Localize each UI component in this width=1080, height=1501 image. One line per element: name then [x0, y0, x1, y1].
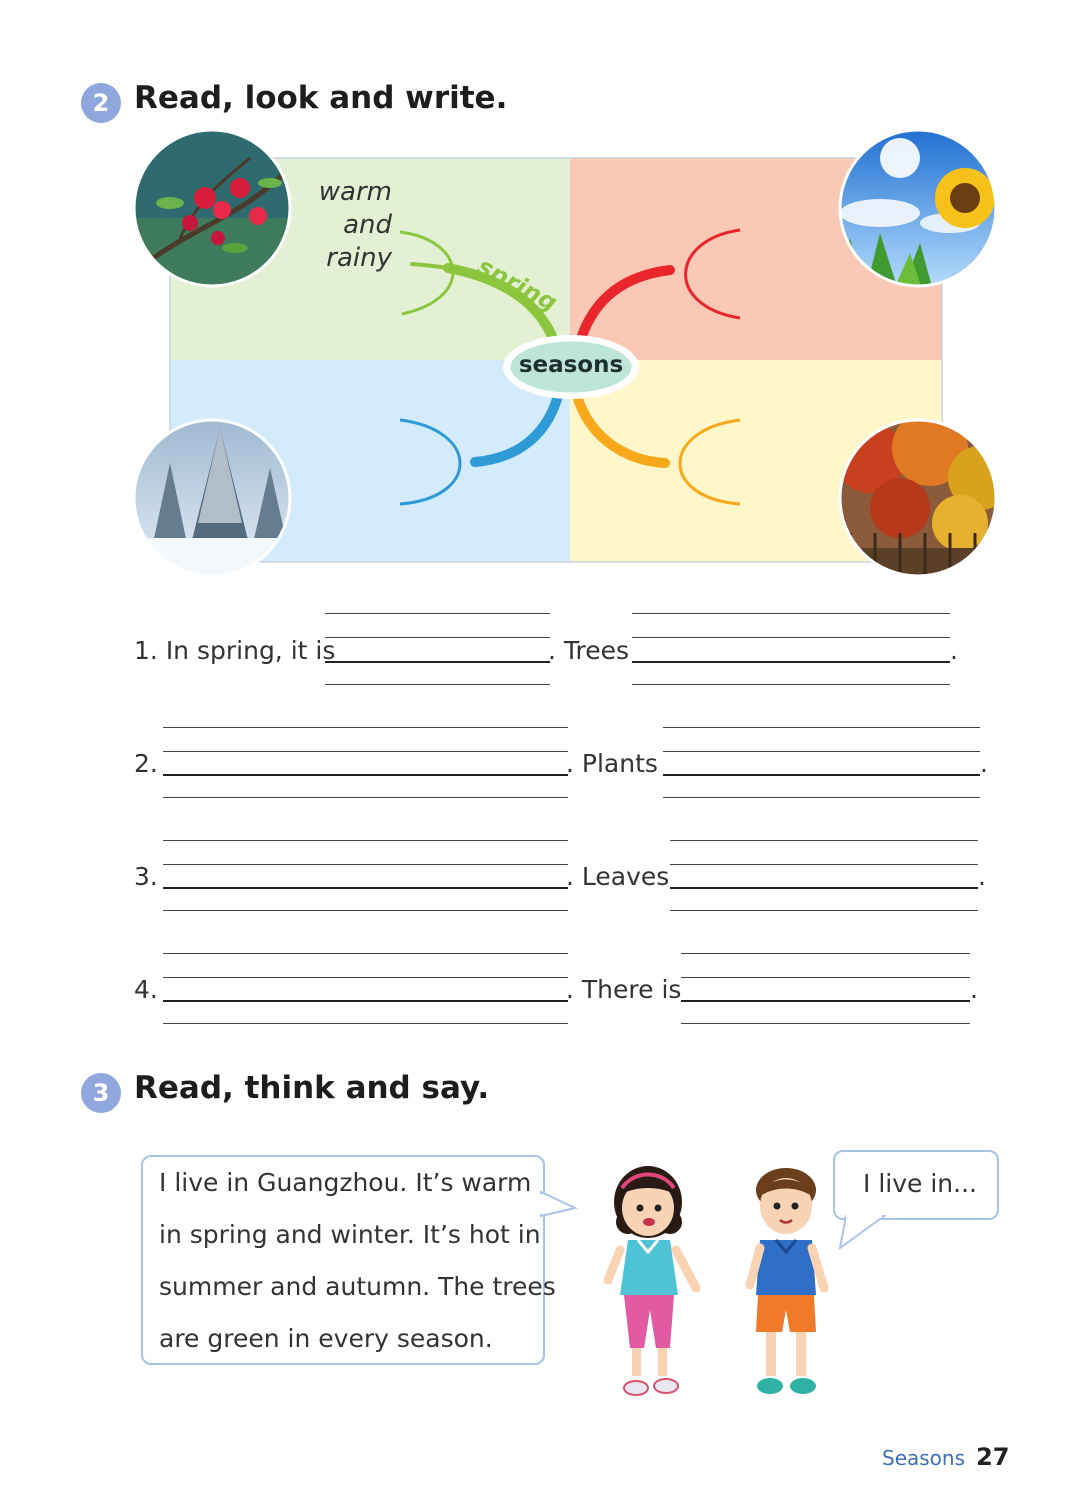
sentence-end: .	[950, 636, 958, 665]
sentence-number: 1.	[134, 636, 158, 665]
spring-branch-label: spring	[472, 252, 562, 318]
answer-blank[interactable]	[670, 887, 978, 889]
sentence-middle: . Leaves	[566, 862, 670, 891]
exercise-title: Read, think and say.	[134, 1070, 490, 1106]
exercise-number-badge: 2	[81, 83, 121, 123]
bubble-line: are green in every season.	[159, 1324, 493, 1353]
spring-note-line: rainy	[326, 243, 392, 273]
girl-bubble-tail	[539, 1190, 579, 1220]
unit-name: Seasons	[882, 1446, 966, 1470]
sentence-4-number: 4.	[134, 975, 158, 1004]
girl-figure	[608, 1166, 696, 1395]
sentence-end: .	[970, 975, 978, 1004]
page-footer	[882, 1443, 1010, 1471]
spring-note-line: warm	[318, 177, 392, 207]
answer-blank[interactable]	[632, 661, 950, 663]
bubble-line: summer and autumn. The trees	[159, 1272, 556, 1301]
sentence-middle: . Plants	[566, 749, 658, 778]
children-illustration	[600, 1160, 840, 1410]
boy-bubble-text: I live in...	[863, 1169, 977, 1198]
sentence-start: In spring, it is	[165, 636, 336, 665]
exercise-number-badge: 3	[81, 1073, 121, 1113]
boy-figure	[750, 1168, 824, 1394]
page-number: 27	[976, 1443, 1010, 1471]
sentence-end: .	[978, 862, 986, 891]
sentence-3-number: 3.	[134, 862, 158, 891]
sentence-middle: . There is	[566, 975, 682, 1004]
answer-blank[interactable]	[163, 1000, 568, 1002]
boy-bubble-tail	[836, 1214, 886, 1250]
spring-note-line: and	[343, 210, 392, 240]
answer-blank[interactable]	[163, 774, 568, 776]
sentence-end: .	[980, 749, 988, 778]
answer-blank[interactable]	[163, 887, 568, 889]
answer-blank[interactable]	[663, 774, 980, 776]
bubble-line: in spring and winter. It’s hot in	[159, 1220, 541, 1249]
bubble-line: I live in Guangzhou. It’s warm	[159, 1168, 532, 1197]
answer-blank[interactable]	[681, 1000, 970, 1002]
girl-speech-bubble	[141, 1155, 556, 1365]
boy-speech-bubble	[833, 1150, 999, 1220]
sentence-1	[134, 636, 335, 665]
center-seasons-label: seasons	[518, 352, 624, 378]
sentence-middle: . Trees	[548, 636, 630, 665]
spring-note	[300, 176, 392, 275]
answer-blank[interactable]	[325, 661, 550, 663]
sentence-2-number: 2.	[134, 749, 158, 778]
exercise-title: Read, look and write.	[134, 80, 508, 116]
